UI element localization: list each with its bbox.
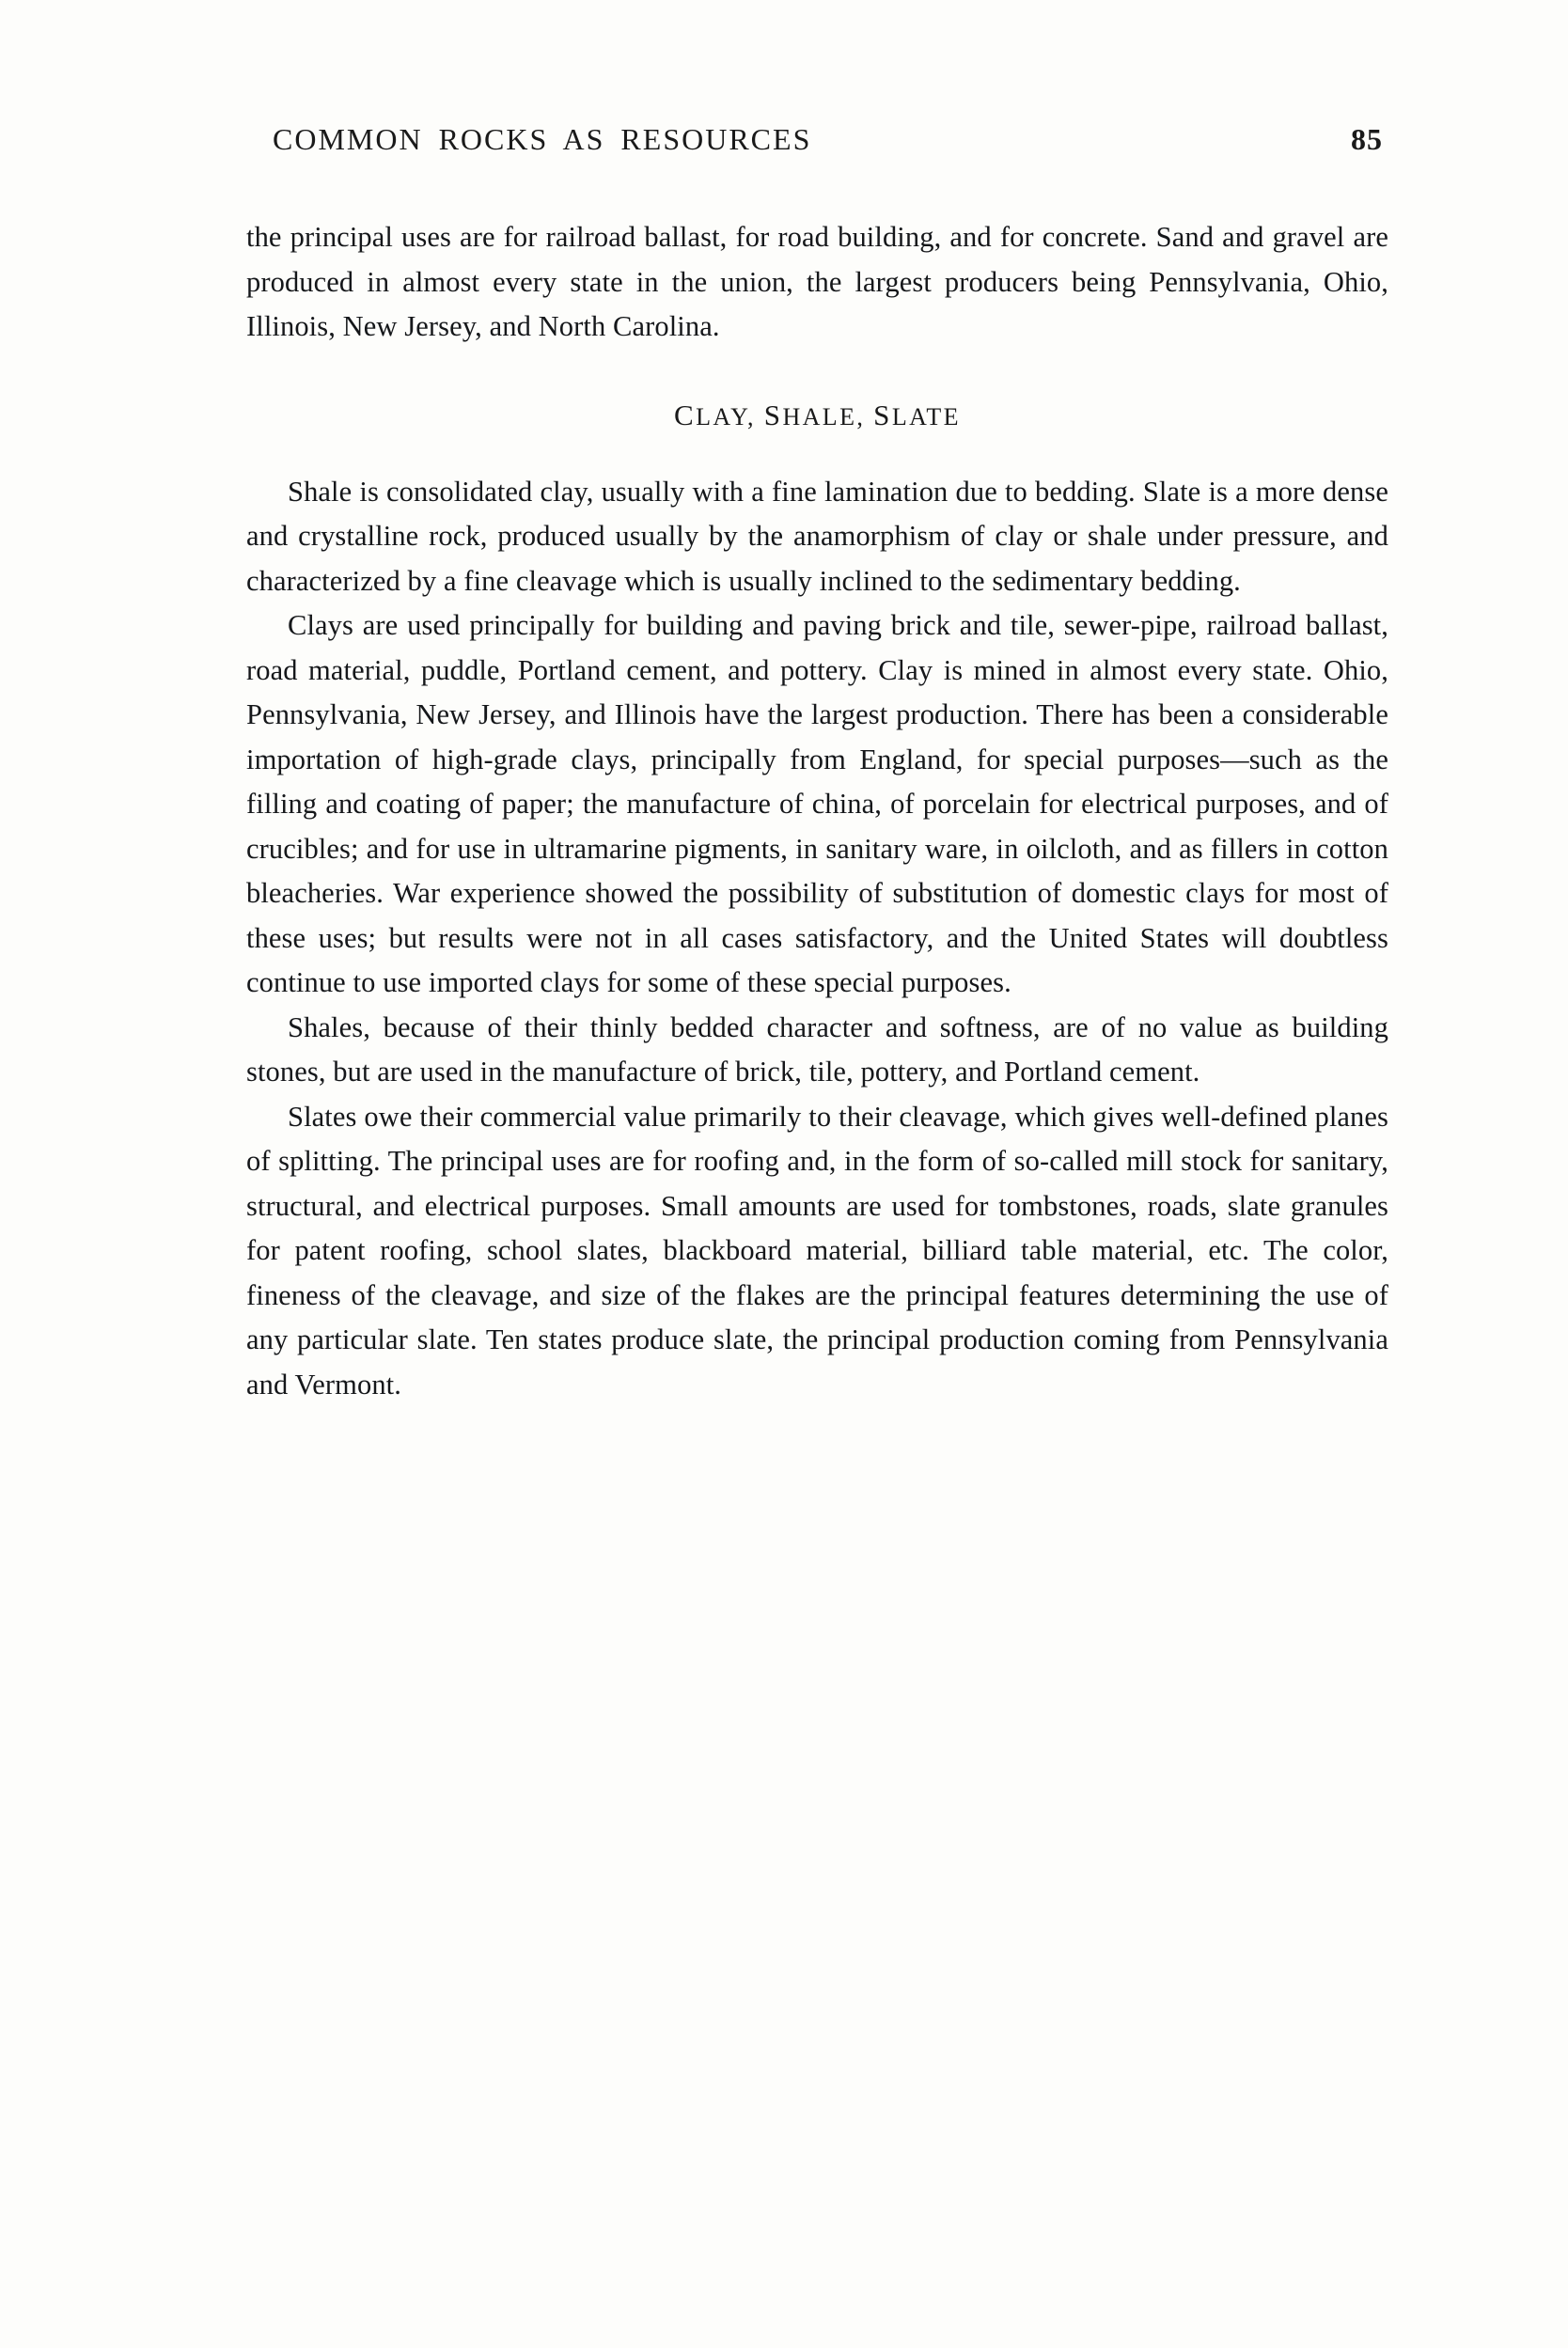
running-head-title: COMMON ROCKS AS RESOURCES (273, 122, 812, 156)
paragraph-clays-uses: Clays are used principally for building and paving brick and tile, sewer-pipe, railroad ballast, road material, puddle, Portland cement, and pottery. Clay is mined in almost every state. Ohio, Pennsylvania, New Jersey, and Illinois have the largest production. There has been a considerable importation of high-grade clays, principally from England, for special purposes—such as the filling and coating of paper; the manufacture of china, of porcelain for electrical purposes, and of crucibles; and for use in ultramarine pigments, in sanitary ware, in oilcloth, and as fillers in cotton bleacheries. War experience showed the possibility of substitution of domestic clays for most of these uses; but results were not in all cases satisfactory, and the United States will doubtless continue to use imported clays for some of these special purposes. (246, 609, 1388, 998)
section-heading: CLAY, SHALE, SLATE (674, 398, 961, 431)
paragraph-slates-value: Slates owe their commercial value primarily to their cleavage, which gives well-defined planes of splitting. The principal uses are for roofing and, in the form of so-called mill stock for sanitary, structural, and electrical purposes. Small amounts are used for tombstones, roads, slate granules for patent roofing, school slates, blackboard material, billiard table material, etc. The color, fineness of the cleavage, and size of the flakes are the principal features determining the use of any particular slate. Ten states produce slate, the principal production coming from Pennsylvania and Vermont. (246, 1100, 1388, 1401)
page-content (246, 122, 1388, 1407)
page-header (246, 122, 1388, 157)
paragraph-shale-definition: Shale is consolidated clay, usually with a fine lamination due to bedding. Slate is a more dense and crystalline rock, produced usually by the anamorphism of clay or shale under pressure, and characterized by a fine cleavage which is usually inclined to the sedimentary bedding. (246, 475, 1388, 597)
page-number: 85 (1351, 122, 1383, 156)
paragraph-shales-value: Shales, because of their thinly bedded character and softness, are of no value as building stones, but are used in the manufacture of brick, tile, pottery, and Portland cement. (246, 1010, 1388, 1088)
paragraph-continuation: the principal uses are for railroad ballast, for road building, and for concrete. Sand and gravel are produced in almost every state in the union, the largest producers being Pennsylvania, Ohio, Illinois, New Jersey, and North Carolina. (246, 221, 1388, 342)
